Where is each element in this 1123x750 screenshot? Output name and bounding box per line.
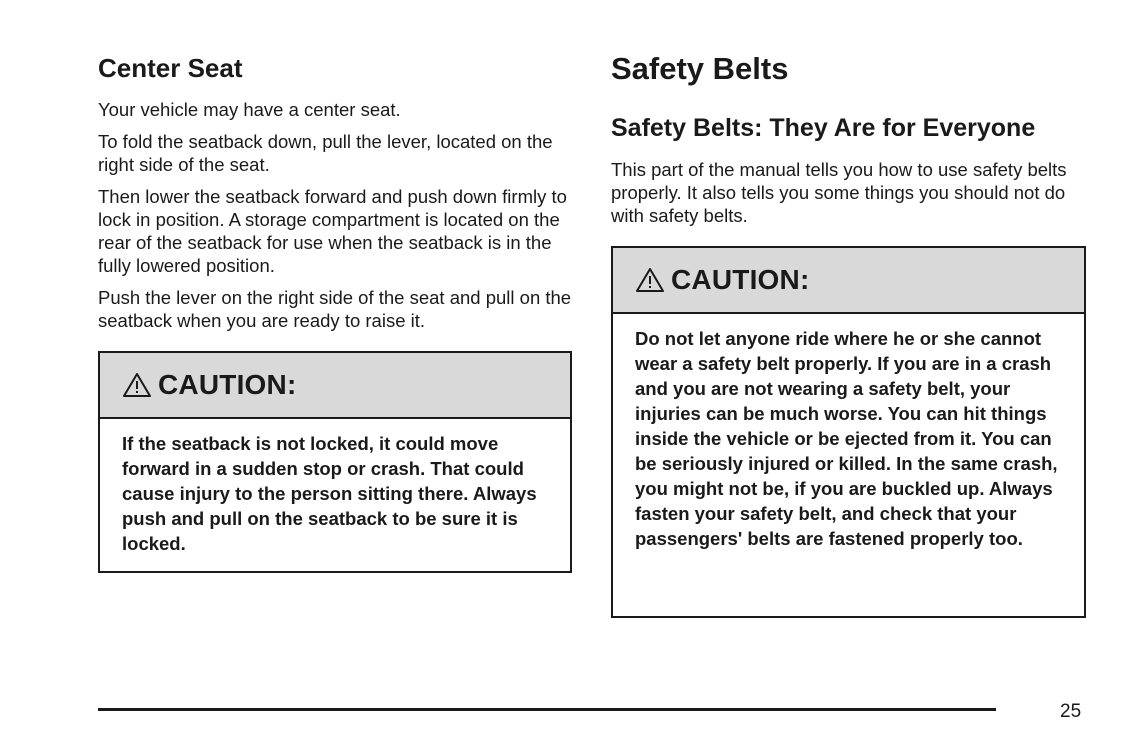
footer-rule — [98, 708, 996, 711]
caution-text: Do not let anyone ride where he or she cannot wear a safety belt properly. If you are in a crash and you are not wearing a safety belt, your injuries can be much worse. You can hit things inside the vehicle or be ejected from it. You can be seriously injured or killed. In the same crash, you might not be, if you are buckled up. Always fasten your safety belt, and check that your passengers' belts are fastened properly too. — [635, 328, 1058, 549]
caution-box-seatback — [98, 351, 572, 573]
caution-title: CAUTION: — [158, 369, 297, 400]
warning-triangle-icon — [635, 267, 665, 293]
caution-header — [100, 353, 570, 419]
safety-belts-subheading: Safety Belts: They Are for Everyone — [611, 114, 1036, 142]
paragraph-1: Your vehicle may have a center seat. — [98, 99, 401, 120]
safety-belts-title: Safety Belts — [611, 51, 789, 86]
paragraph-2: To fold the seatback down, pull the lever, located on the right side of the seat. — [98, 131, 553, 175]
warning-triangle-icon — [122, 372, 152, 398]
page-number: 25 — [1060, 701, 1082, 722]
caution-box-safety-belt — [611, 246, 1086, 618]
paragraph-4: Push the lever on the right side of the seat and pull on the seatback when you are ready to raise it. — [98, 287, 572, 331]
intro-paragraph: This part of the manual tells you how to use safety belts properly. It also tells you some things you should not do with safety belts. — [611, 159, 1067, 226]
paragraph-3: Then lower the seatback forward and push down firmly to lock in position. A storage compartment is located on the rear of the seatback for use when the seatback is in the fully lowered position. — [98, 186, 567, 276]
caution-header — [613, 248, 1084, 314]
caution-title: CAUTION: — [671, 264, 810, 295]
caution-text: If the seatback is not locked, it could move forward in a sudden stop or crash. That could cause injury to the person sitting there. Always push and pull on the seatback to be sure it is locked. — [122, 433, 537, 554]
center-seat-heading: Center Seat — [98, 53, 243, 83]
